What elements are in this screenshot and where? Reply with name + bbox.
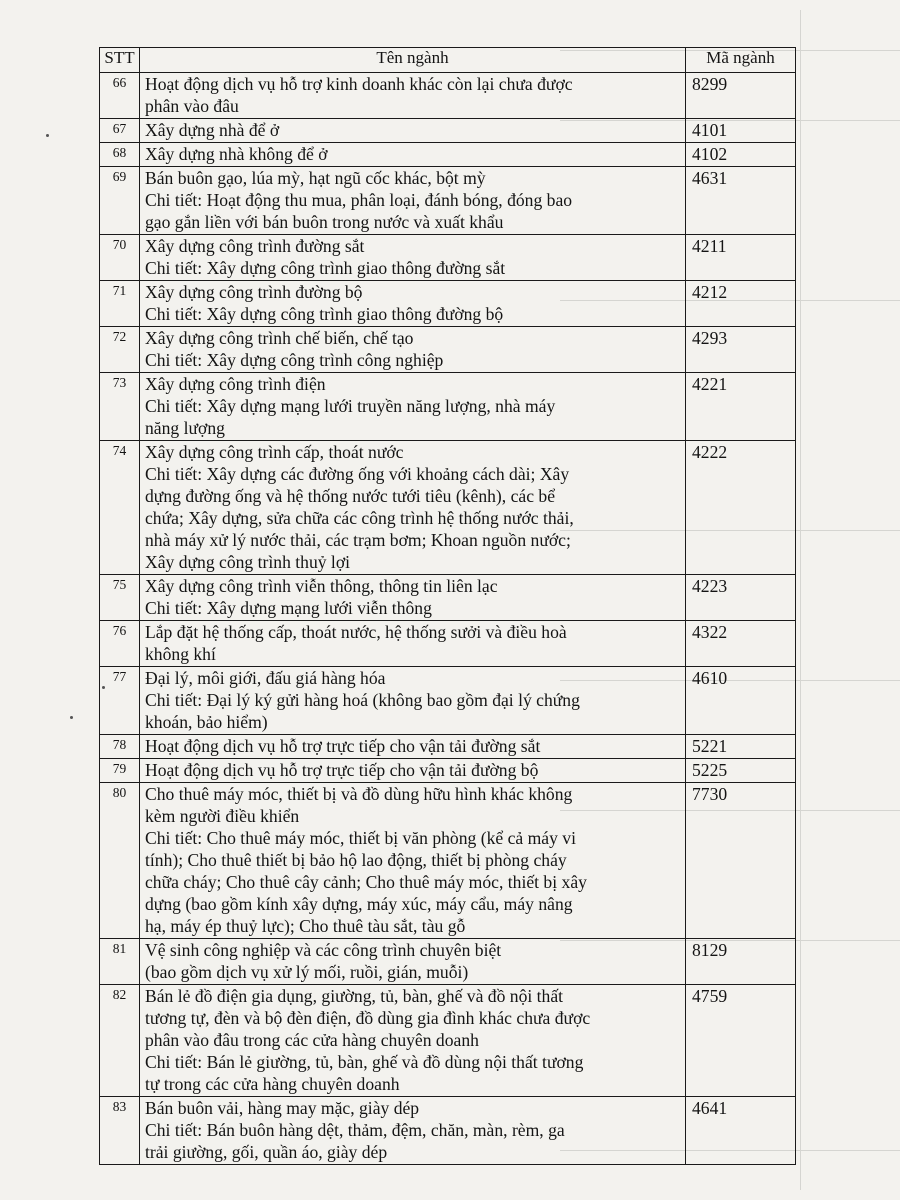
row-stt: 76	[100, 621, 140, 667]
row-stt: 71	[100, 281, 140, 327]
row-code: 8129	[686, 939, 796, 985]
row-name	[140, 939, 686, 985]
row-name-line: Xây dựng công trình cấp, thoát nước	[145, 442, 404, 462]
row-name-line: Chi tiết: Đại lý ký gửi hàng hoá (không bao gồm đại lý chứng	[145, 690, 580, 710]
scan-speck	[46, 134, 49, 137]
row-name-line: hạ, máy ép thuỷ lực); Cho thuê tàu sắt, tàu gỗ	[145, 916, 466, 936]
table-row	[100, 667, 796, 735]
row-stt: 80	[100, 783, 140, 939]
row-name-line: không khí	[145, 644, 216, 664]
row-name-line: Đại lý, môi giới, đấu giá hàng hóa	[145, 668, 386, 688]
row-name-line: Bán buôn gạo, lúa mỳ, hạt ngũ cốc khác, bột mỳ	[145, 168, 486, 188]
row-code: 5225	[686, 759, 796, 783]
row-name	[140, 621, 686, 667]
row-name-line: Chi tiết: Xây dựng công trình giao thông đường bộ	[145, 304, 504, 324]
row-name-line: năng lượng	[145, 418, 225, 438]
table-row	[100, 1097, 796, 1165]
row-stt: 67	[100, 119, 140, 143]
header-code: Mã ngành	[686, 48, 796, 73]
row-name-line: Chi tiết: Xây dựng mạng lưới truyền năng lượng, nhà máy	[145, 396, 556, 416]
row-name-line: Xây dựng công trình đường sắt	[145, 236, 365, 256]
row-name-line: tương tự, đèn và bộ đèn điện, đồ dùng gia đình khác chưa được	[145, 1008, 591, 1028]
row-name-line: tự trong các cửa hàng chuyên doanh	[145, 1074, 400, 1094]
row-code: 4631	[686, 167, 796, 235]
table-row	[100, 621, 796, 667]
row-name-line: Lắp đặt hệ thống cấp, thoát nước, hệ thống sưởi và điều hoà	[145, 622, 567, 642]
table-row	[100, 441, 796, 575]
row-name-line: Bán buôn vải, hàng may mặc, giày dép	[145, 1098, 420, 1118]
row-name-line: Xây dựng công trình đường bộ	[145, 282, 363, 302]
row-name-line: Xây dựng nhà không để ở	[145, 144, 328, 164]
row-stt: 82	[100, 985, 140, 1097]
row-stt: 70	[100, 235, 140, 281]
row-code: 4610	[686, 667, 796, 735]
table-row	[100, 119, 796, 143]
row-code: 4759	[686, 985, 796, 1097]
row-name	[140, 373, 686, 441]
row-name-line: phân vào đâu trong các cửa hàng chuyên doanh	[145, 1030, 479, 1050]
row-name-line: Xây dựng công trình điện	[145, 374, 326, 394]
row-name-line: Xây dựng công trình chế biến, chế tạo	[145, 328, 414, 348]
row-name	[140, 119, 686, 143]
row-name	[140, 327, 686, 373]
row-code: 4322	[686, 621, 796, 667]
table-row	[100, 373, 796, 441]
row-stt: 81	[100, 939, 140, 985]
row-stt: 72	[100, 327, 140, 373]
row-name-line: Chi tiết: Cho thuê máy móc, thiết bị văn phòng (kể cả máy vi	[145, 828, 576, 848]
row-name-line: Chi tiết: Xây dựng các đường ống với khoảng cách dài; Xây	[145, 464, 570, 484]
row-stt: 74	[100, 441, 140, 575]
row-code: 8299	[686, 73, 796, 119]
table-row	[100, 281, 796, 327]
row-name	[140, 759, 686, 783]
row-code: 4223	[686, 575, 796, 621]
row-code: 4641	[686, 1097, 796, 1165]
row-name-line: Vệ sinh công nghiệp và các công trình chuyên biệt	[145, 940, 502, 960]
row-stt: 66	[100, 73, 140, 119]
row-name	[140, 143, 686, 167]
row-code: 4222	[686, 441, 796, 575]
row-code: 4221	[686, 373, 796, 441]
row-code: 4212	[686, 281, 796, 327]
row-name-line: Chi tiết: Xây dựng công trình giao thông đường sắt	[145, 258, 506, 278]
row-name	[140, 1097, 686, 1165]
row-name-line: khoán, bảo hiểm)	[145, 712, 268, 732]
table-row	[100, 167, 796, 235]
header-stt: STT	[100, 48, 140, 73]
table-row	[100, 235, 796, 281]
row-name-line: Chi tiết: Xây dựng công trình công nghiệp	[145, 350, 444, 370]
row-code: 5221	[686, 735, 796, 759]
table-row	[100, 73, 796, 119]
row-name	[140, 667, 686, 735]
business-lines-table	[99, 47, 796, 1165]
row-stt: 77	[100, 667, 140, 735]
row-code: 4293	[686, 327, 796, 373]
row-name-line: chứa; Xây dựng, sửa chữa các công trình hệ thống nước thải,	[145, 508, 574, 528]
row-stt: 75	[100, 575, 140, 621]
row-name	[140, 985, 686, 1097]
row-stt: 83	[100, 1097, 140, 1165]
row-name-line: chữa cháy; Cho thuê cây cảnh; Cho thuê máy móc, thiết bị xây	[145, 872, 587, 892]
row-name-line: Hoạt động dịch vụ hỗ trợ trực tiếp cho vận tải đường sắt	[145, 736, 541, 756]
row-name-line: Chi tiết: Bán buôn hàng dệt, thảm, đệm, chăn, màn, rèm, ga	[145, 1120, 565, 1140]
row-stt: 69	[100, 167, 140, 235]
row-name-line: Chi tiết: Bán lẻ giường, tủ, bàn, ghế và đồ dùng nội thất tương	[145, 1052, 584, 1072]
row-name-line: Xây dựng công trình viễn thông, thông tin liên lạc	[145, 576, 498, 596]
row-stt: 73	[100, 373, 140, 441]
table-header-row	[100, 48, 796, 73]
row-name-line: dựng đường ống và hệ thống nước tưới tiêu (kênh), các bể	[145, 486, 556, 506]
row-code: 4101	[686, 119, 796, 143]
row-name-line: tính); Cho thuê thiết bị bảo hộ lao động, thiết bị phòng cháy	[145, 850, 567, 870]
row-name-line: Hoạt động dịch vụ hỗ trợ trực tiếp cho vận tải đường bộ	[145, 760, 539, 780]
scan-speck	[70, 716, 73, 719]
row-name-line: trải giường, gối, quần áo, giày dép	[145, 1142, 388, 1162]
row-stt: 68	[100, 143, 140, 167]
row-name-line: phân vào đâu	[145, 96, 239, 116]
table-row	[100, 735, 796, 759]
row-name-line: dựng (bao gồm kính xây dựng, máy xúc, máy cẩu, máy nâng	[145, 894, 573, 914]
row-name-line: nhà máy xử lý nước thải, các trạm bơm; Khoan nguồn nước;	[145, 530, 571, 550]
row-name	[140, 735, 686, 759]
table-row	[100, 783, 796, 939]
row-name-line: Chi tiết: Hoạt động thu mua, phân loại, đánh bóng, đóng bao	[145, 190, 573, 210]
row-code: 4102	[686, 143, 796, 167]
table-row	[100, 575, 796, 621]
row-name	[140, 167, 686, 235]
row-stt: 78	[100, 735, 140, 759]
row-stt: 79	[100, 759, 140, 783]
table-row	[100, 327, 796, 373]
row-name-line: Cho thuê máy móc, thiết bị và đồ dùng hữu hình khác không	[145, 784, 573, 804]
row-name	[140, 73, 686, 119]
table-row	[100, 985, 796, 1097]
table-body	[100, 73, 796, 1165]
header-name: Tên ngành	[140, 48, 686, 73]
table-row	[100, 939, 796, 985]
row-name-line: Hoạt động dịch vụ hỗ trợ kinh doanh khác còn lại chưa được	[145, 74, 573, 94]
row-code: 7730	[686, 783, 796, 939]
row-name	[140, 783, 686, 939]
row-name	[140, 575, 686, 621]
table-row	[100, 143, 796, 167]
row-name-line: Xây dựng nhà để ở	[145, 120, 280, 140]
row-name-line: gạo gắn liền với bán buôn trong nước và xuất khẩu	[145, 212, 504, 232]
row-name-line: kèm người điều khiển	[145, 806, 300, 826]
row-name	[140, 235, 686, 281]
row-code: 4211	[686, 235, 796, 281]
row-name-line: Bán lẻ đồ điện gia dụng, giường, tủ, bàn, ghế và đồ nội thất	[145, 986, 564, 1006]
row-name	[140, 441, 686, 575]
row-name	[140, 281, 686, 327]
row-name-line: Chi tiết: Xây dựng mạng lưới viễn thông	[145, 598, 432, 618]
table-row	[100, 759, 796, 783]
row-name-line: (bao gồm dịch vụ xử lý mối, ruồi, gián, muỗi)	[145, 962, 469, 982]
row-name-line: Xây dựng công trình thuỷ lợi	[145, 552, 351, 572]
